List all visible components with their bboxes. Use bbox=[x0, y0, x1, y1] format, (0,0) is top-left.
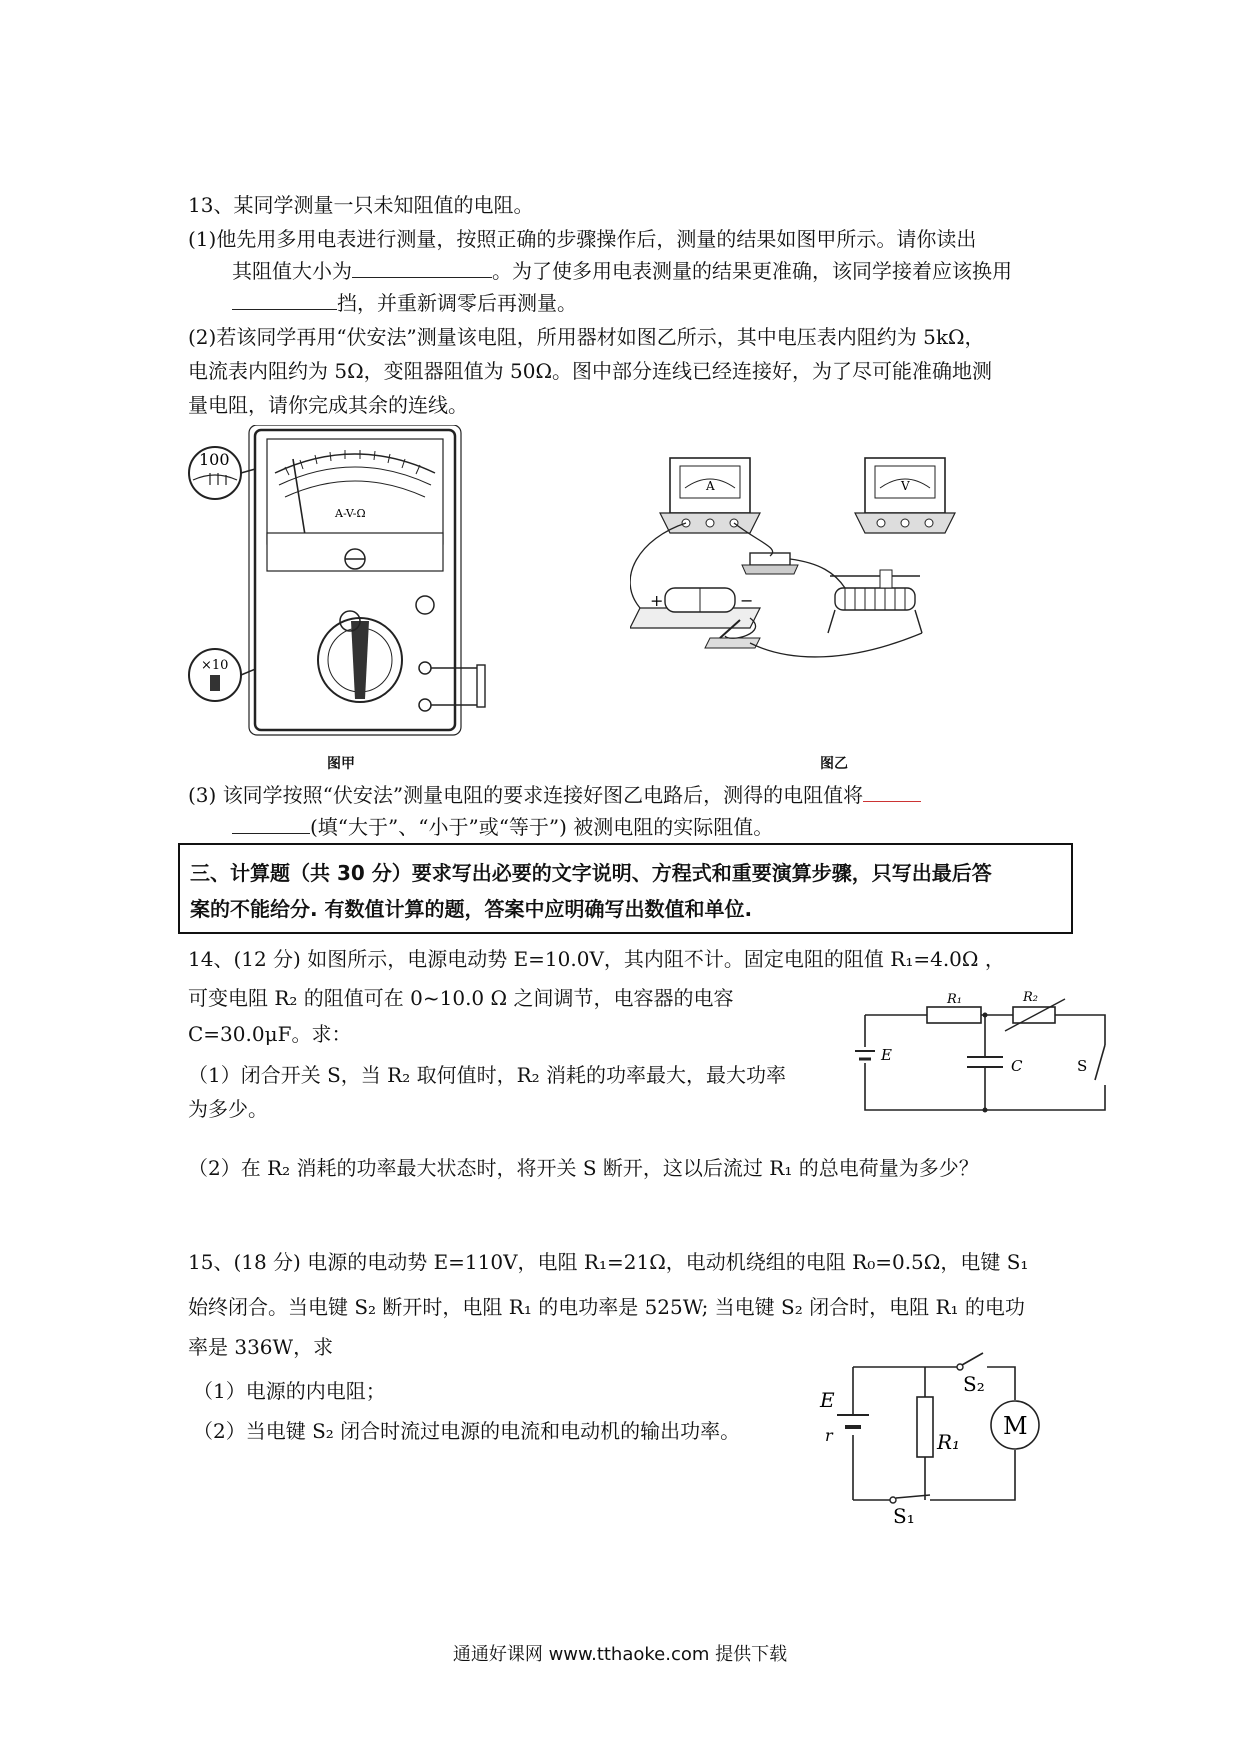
answer-blank-resistance[interactable] bbox=[352, 259, 492, 278]
q14-circuit-diagram bbox=[855, 985, 1110, 1115]
q13-stem: 13、某同学测量一只未知阻值的电阻。 bbox=[188, 193, 534, 217]
battery-pack[interactable] bbox=[630, 588, 760, 628]
q13-part3-line2: (填“大于”、“小于”或“等于”) 被测电阻的实际阻值。 bbox=[232, 814, 773, 840]
q13-part2-line2: 电流表内阻约为 5Ω，变阻器阻值为 50Ω。图中部分连线已经连接好，为了尽可能准确地测 bbox=[188, 359, 993, 383]
q14-line5: 为多少。 bbox=[188, 1097, 268, 1121]
q13-part1-line3: 挡，并重新调零后再测量。 bbox=[232, 290, 577, 316]
svg-text:R₂: R₂ bbox=[1023, 990, 1038, 1005]
q13-part1-line1: (1)他先用多用电表进行测量，按照正确的步骤操作后，测量的结果如图甲所示。请你读出 bbox=[188, 227, 977, 251]
q15-line2: 始终闭合。当电键 S₂ 断开时，电阻 R₁ 的电功率是 525W; 当电键 S₂ 闭合时，电阻 R₁ 的电功 bbox=[188, 1295, 1025, 1319]
section-3-line1: 三、计算题（共 30 分）要求写出必要的文字说明、方程式和重要演算步骤，只写出最后答 bbox=[190, 861, 992, 885]
voltmeter-label: V bbox=[901, 479, 910, 493]
svg-text:R₁: R₁ bbox=[937, 1430, 961, 1454]
q14-line1: 14、(12 分) 如图所示，电源电动势 E=10.0V，其内阻不计。固定电阻的阻值 R₁=4.0Ω ， bbox=[188, 947, 1005, 971]
svg-text:+: + bbox=[650, 591, 664, 610]
ammeter[interactable] bbox=[660, 458, 760, 533]
q13-part2-line1: (2)若该同学再用“伏安法”测量该电阻，所用器材如图乙所示，其中电压表内阻约为 5kΩ， bbox=[188, 325, 985, 349]
q14-line3: C=30.0μF。求： bbox=[188, 1022, 352, 1046]
rheostat[interactable] bbox=[828, 570, 922, 633]
q15-line4: （1）电源的内电阻； bbox=[193, 1379, 386, 1403]
q14-line6: （2）在 R₂ 消耗的功率最大状态时，将开关 S 断开，这以后流过 R₁ 的总电荷量为多少？ bbox=[188, 1156, 979, 1180]
answer-blank-compare-b[interactable] bbox=[232, 815, 310, 834]
dial-zoom-value: 100 bbox=[199, 450, 230, 469]
q13-part2-line3: 量电阻，请你完成其余的连线。 bbox=[188, 393, 468, 417]
switch-s2 bbox=[962, 1353, 983, 1365]
range-zoom-value: ×10 bbox=[201, 658, 229, 673]
svg-text:r: r bbox=[825, 1426, 833, 1445]
section-3-line2: 案的不能给分. 有数值计算的题，答案中应明确写出数值和单位. bbox=[190, 897, 753, 921]
unknown-resistor[interactable] bbox=[750, 553, 790, 565]
answer-blank-compare-a[interactable] bbox=[863, 783, 921, 802]
svg-text:R₁: R₁ bbox=[947, 992, 962, 1007]
svg-text:S₁: S₁ bbox=[893, 1504, 915, 1525]
svg-text:M: M bbox=[1003, 1412, 1028, 1440]
q15-line5: （2）当电键 S₂ 闭合时流过电源的电流和电动机的输出功率。 bbox=[193, 1419, 741, 1443]
svg-text:C: C bbox=[1011, 1057, 1023, 1075]
svg-text:S: S bbox=[1077, 1057, 1088, 1075]
positive-terminal[interactable] bbox=[419, 662, 431, 674]
test-resistor bbox=[477, 665, 485, 707]
q14-line2: 可变电阻 R₂ 的阻值可在 0~10.0 Ω 之间调节，电容器的电容 bbox=[188, 986, 734, 1010]
figure-jia-caption: 图甲 bbox=[327, 756, 355, 772]
ammeter-label: A bbox=[706, 479, 715, 493]
q14-line4: （1）闭合开关 S，当 R₂ 取何值时，R₂ 消耗的功率最大，最大功率 bbox=[188, 1063, 787, 1087]
figure-yi-caption: 图乙 bbox=[820, 756, 848, 772]
q13-part1-line2: 其阻值大小为 。为了使多用电表测量的结果更准确，该同学接着应该换用 bbox=[232, 259, 1012, 283]
q13-part3-line1: (3) 该同学按照“伏安法”测量电阻的要求连接好图乙电路后，测得的电阻值将 bbox=[188, 782, 921, 808]
svg-text:S₂: S₂ bbox=[963, 1372, 985, 1396]
answer-blank-range[interactable] bbox=[232, 291, 337, 310]
q15-line1: 15、(18 分) 电源的电动势 E=110V，电阻 R₁=21Ω，电动机绕组的电阻 R₀=0.5Ω，电键 S₁ bbox=[188, 1250, 1029, 1274]
negative-terminal[interactable] bbox=[419, 699, 431, 711]
switch-s bbox=[1095, 1045, 1105, 1080]
voltmeter[interactable] bbox=[855, 458, 955, 533]
page-footer: 通通好课网 www.tthaoke.com 提供下载 bbox=[452, 1644, 788, 1665]
meter-scale-label: A-V-Ω bbox=[335, 507, 366, 520]
resistor-r1 bbox=[927, 1007, 981, 1023]
q15-line3: 率是 336W，求 bbox=[188, 1335, 334, 1359]
svg-text:−: − bbox=[740, 591, 754, 610]
resistor-r1 bbox=[917, 1397, 933, 1457]
svg-text:E: E bbox=[881, 1046, 892, 1064]
svg-text:E: E bbox=[820, 1388, 835, 1412]
ohm-adjust-knob[interactable] bbox=[416, 596, 434, 614]
section-3-instructions bbox=[178, 843, 1073, 934]
circuit-apparatus-figure bbox=[630, 448, 1020, 688]
multimeter-figure bbox=[185, 425, 495, 745]
q15-circuit-diagram bbox=[815, 1345, 1050, 1525]
